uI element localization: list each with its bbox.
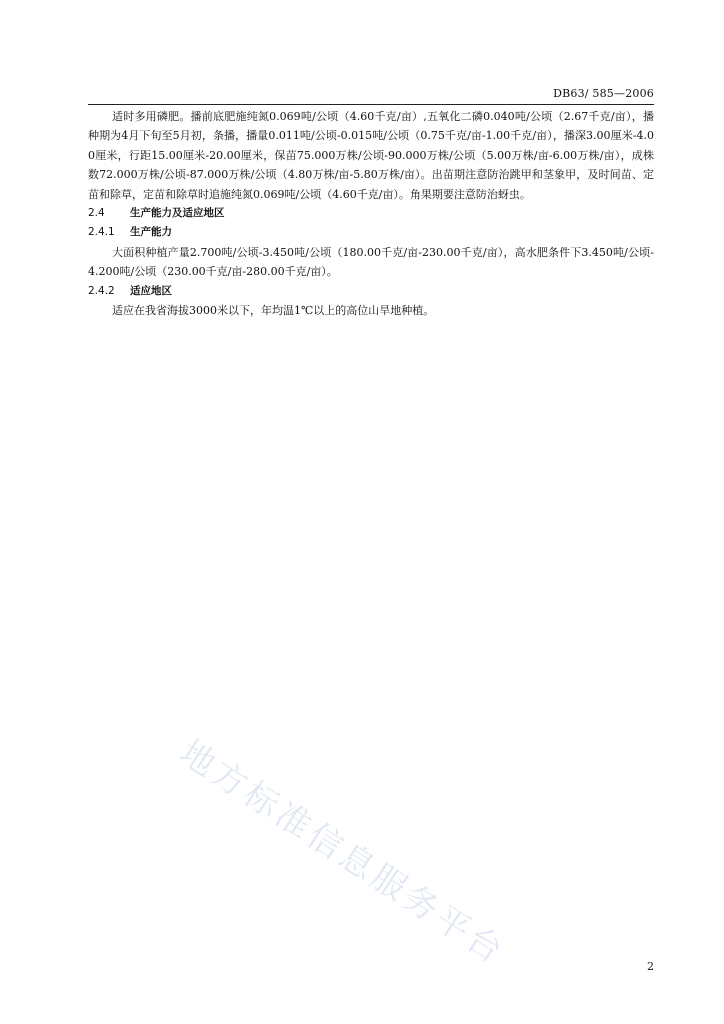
paragraph-production-capacity: 大面积种植产量2.700吨/公顷-3.450吨/公顷（180.00千克/亩-230.00千克/亩），高水肥条件下3.450吨/公顷-4.200吨/公顷（230.00千克/亩-280.00千克/亩）。 [88, 245, 654, 279]
section-number: 2.4.2 [88, 284, 115, 297]
section-title: 生产能力 [130, 226, 172, 239]
page-number: 2 [647, 960, 654, 973]
document-body [88, 107, 654, 320]
paragraph-fertilization: 适时多用磷肥。播前底肥施纯氮0.069吨/公顷（4.60千克/亩）,五氧化二磷0.040吨/公顷（2.67千克/亩），播种期为4月下旬至5月初，条播，播量0.011吨/公顷-0.015吨/公顷（0.75千克/亩-1.00千克/亩），播深3.00厘米-4.00厘米，行距15.00厘米-20.00厘米，保苗75.000万株/公顷-90.000万株/公顷（5.00万株/亩-6.00万株/亩），成株数72.000万株/公顷-87.000万株/公顷（4.80万株/亩-5.80万株/亩）。出苗期注意防治跳甲和茎象甲，及时间苗、定苗和除草，定苗和除草时追施纯氮0.069吨/公顷（4.60千克/亩）。角果期要注意防治蚜虫。 [88, 110, 654, 201]
paragraph-suitable-region: 适应在我省海拔3000米以下，年均温1℃以上的高位山旱地种植。 [112, 304, 435, 318]
section-heading-2-4 [88, 204, 654, 223]
section-heading-2-4-1 [88, 223, 654, 242]
section-heading-2-4-2 [88, 282, 654, 301]
header-rule [88, 104, 654, 105]
section-number: 2.4 [88, 207, 105, 220]
section-title: 适应地区 [130, 284, 172, 297]
watermark-text: 地方标准信息服务平台 [172, 732, 513, 974]
section-title: 生产能力及适应地区 [130, 207, 225, 220]
section-number: 2.4.1 [88, 226, 115, 239]
document-code-header: DB63/ 585—2006 [553, 87, 654, 100]
